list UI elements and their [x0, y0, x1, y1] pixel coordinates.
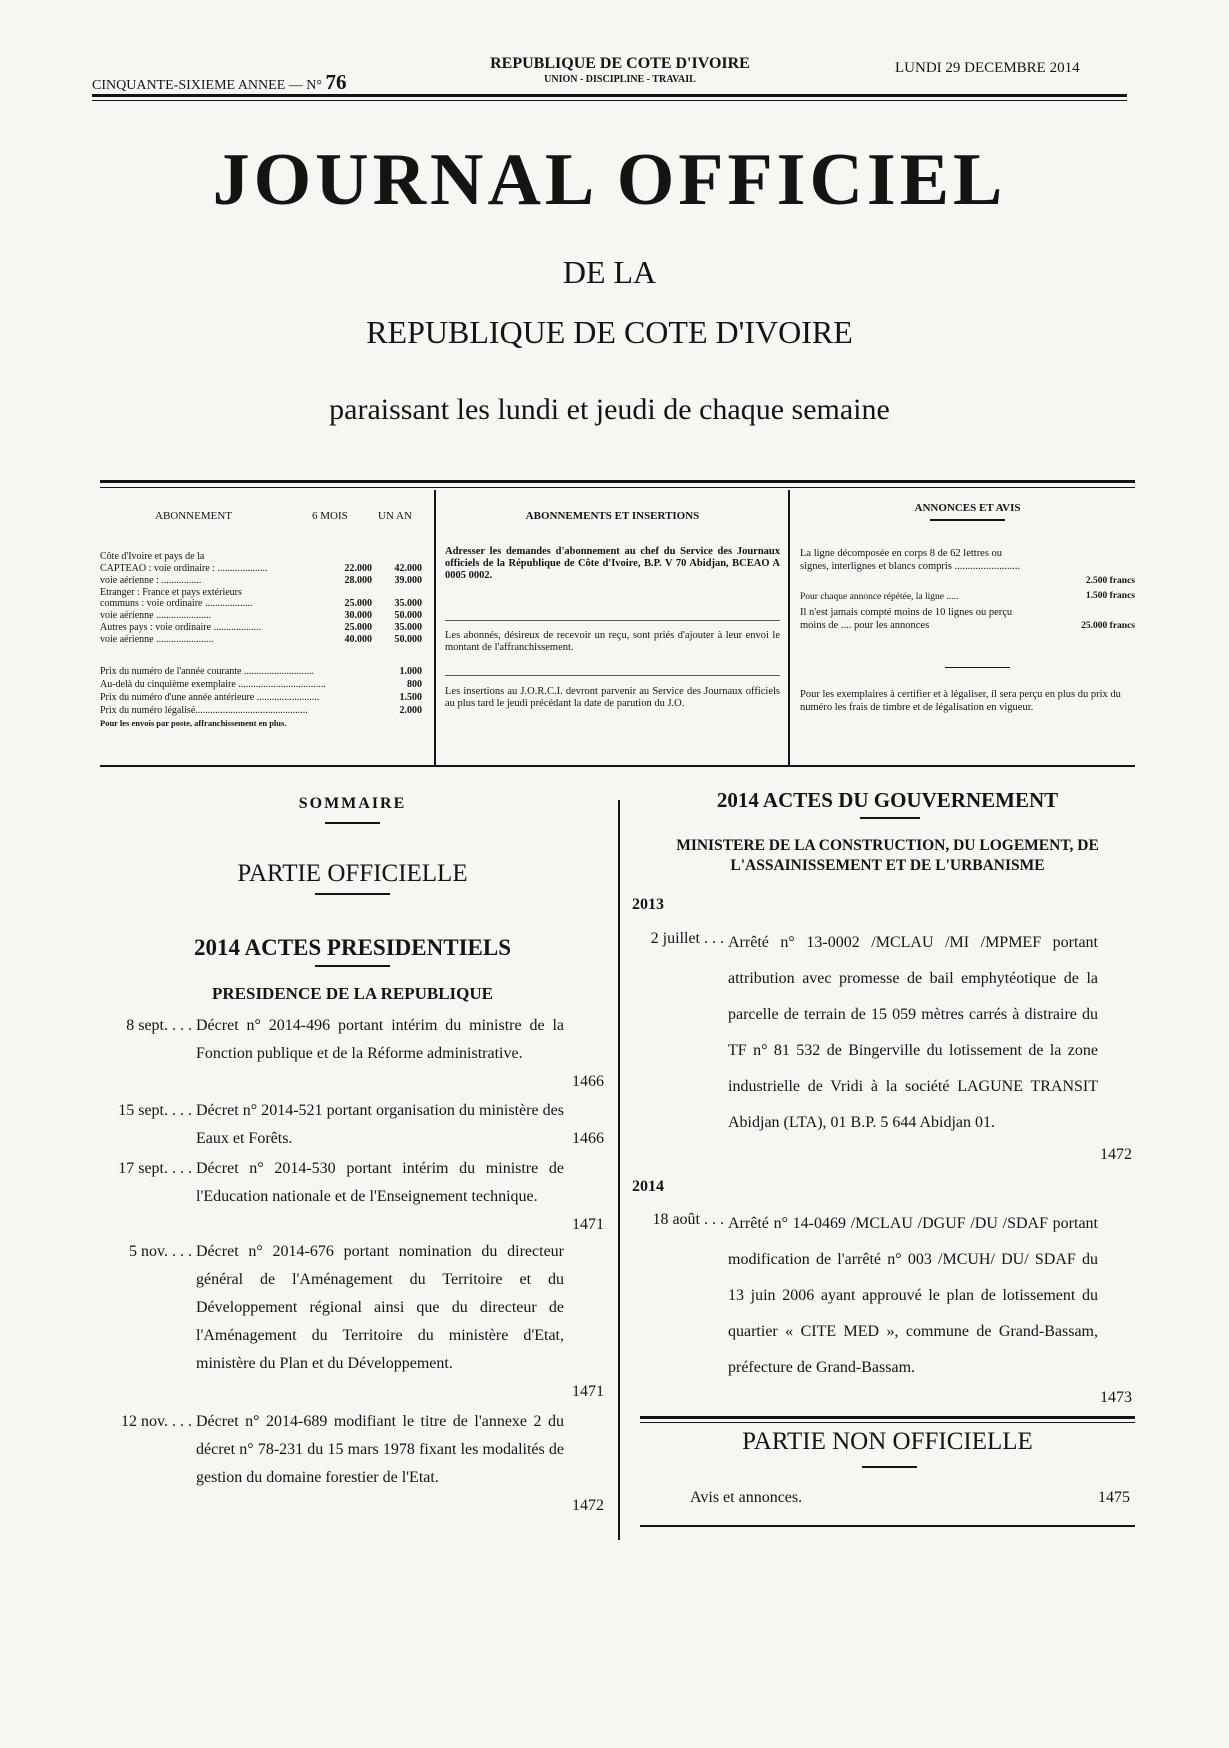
- entry-text: Décret n° 2014-676 portant nomination du directeur général de l'Aménagement du Territoire et du Développement régional ainsi que du directeur de l'Aménagement du Territoire du ministère d'Etat, ministère du Plan et du Développement.: [196, 1243, 564, 1372]
- presidence-heading: PRESIDENCE DE LA REPUBLIQUE: [211, 984, 494, 1003]
- price-label: Prix du numéro légalisé.............................................: [100, 705, 308, 716]
- price-row: [100, 705, 430, 717]
- insertions-sep-1: [445, 620, 780, 621]
- price-6mois: 30.000: [344, 610, 372, 621]
- entry-page: 1472: [572, 1497, 604, 1514]
- price-label: Côte d'Ivoire et pays de la: [100, 551, 205, 562]
- entry-page: 1466: [572, 1130, 604, 1147]
- republic-header: [470, 55, 770, 85]
- non-officielle-rule: [640, 1416, 1135, 1419]
- subtitle-de-la: DE LA: [562, 254, 657, 290]
- subscription-heading: ABONNEMENT: [155, 510, 232, 522]
- entry-date: 15 sept. . . .: [118, 1102, 192, 1119]
- entry-page: 1471: [572, 1216, 604, 1233]
- price-unan: 800: [407, 679, 422, 690]
- annonces-line-1: La ligne décomposée en corps 8 de 62 lettres ou signes, interlignes et blancs compris .........................: [800, 548, 1021, 572]
- avis-page: 1475: [1098, 1489, 1130, 1506]
- journal-title: JOURNAL OFFICIEL: [212, 139, 1007, 221]
- year-label: CINQUANTE-SIXIEME ANNEE — N°: [92, 78, 322, 93]
- gouvernement-rule: [860, 817, 920, 819]
- price-label: Pour les envois par poste, affranchissement en plus.: [100, 718, 287, 728]
- sommaire-heading: SOMMAIRE: [298, 795, 407, 812]
- year-issue: [92, 70, 346, 95]
- subtitle-republic: REPUBLIQUE DE COTE D'IVOIRE: [366, 314, 853, 350]
- insertions-p3: Les insertions au J.O.R.C.I. devront parvenir au Service des Journaux officiels au plus tard le jeudi précédant la date de parution du J.O.: [445, 686, 780, 709]
- price-unan: 50.000: [394, 610, 422, 621]
- price-unan: 35.000: [394, 598, 422, 609]
- ministere-heading: MINISTERE DE LA CONSTRUCTION, DU LOGEMENT, DE L'ASSAINISSEMENT ET DE L'URBANISME: [676, 837, 1099, 874]
- issue-number: 76: [325, 70, 347, 94]
- entry-date: 17 sept. . . .: [118, 1160, 192, 1177]
- year-2014: 2014: [632, 1178, 664, 1195]
- price-row: [100, 718, 430, 730]
- annonces-amount-1: 2.500 francs: [1085, 576, 1135, 586]
- price-row: [100, 563, 430, 575]
- sommaire-rule: [325, 822, 380, 824]
- annonces-line-4: Pour les exemplaires à certifier et à légaliser, il sera perçu en plus du prix du numéro les frais de timbre et de légalisation en vigueur.: [800, 689, 1121, 713]
- price-unan: 1.500: [399, 692, 422, 703]
- entry-date: 5 nov. . . .: [129, 1243, 192, 1260]
- price-label: voie aérienne : ................: [100, 575, 202, 586]
- price-row: [100, 679, 430, 691]
- republic-name: REPUBLIQUE DE COTE D'IVOIRE: [490, 55, 750, 72]
- col-6mois: 6 MOIS: [312, 510, 348, 522]
- entry-date: 8 sept. . . .: [126, 1017, 192, 1034]
- entry-page: 1466: [572, 1073, 604, 1090]
- insertions-p1: Adresser les demandes d'abonnement au chef du Service des Journaux officiels de la République de Côte d'Ivoire, B.P. V 70 Abidjan, BCEAO A 0005 0002.: [445, 546, 780, 581]
- annonces-amount-2: 1.500 francs: [1085, 591, 1135, 601]
- entry-page: 1473: [1100, 1389, 1132, 1406]
- entry-page: 1471: [572, 1383, 604, 1400]
- price-row: [100, 610, 430, 622]
- price-row: [100, 575, 430, 587]
- price-label: Etranger : France et pays extérieurs: [100, 587, 242, 598]
- price-unan: 2.000: [399, 705, 422, 716]
- price-label: Prix du numéro de l'année courante ............................: [100, 666, 314, 677]
- price-row: [100, 666, 430, 678]
- annonces-line-2: Pour chaque annonce répétée, la ligne .....: [800, 592, 959, 602]
- entry-text: Arrêté n° 13-0002 /MCLAU /MI /MPMEF portant attribution avec promesse de bail emphytéotique de la parcelle de terrain de 15 059 mètres carrés à distraire du TF n° 81 532 de Bingerville du lotissement de la zone industrielle de Vridi à la société LAGUNE TRANSIT Abidjan (LTA), 01 B.P. 5 644 Abidjan 01.: [728, 934, 1098, 1131]
- annonces-amount-3: 25.000 francs: [1081, 621, 1135, 631]
- price-unan: 35.000: [394, 622, 422, 633]
- price-label: Au-delà du cinquième exemplaire ...................................: [100, 679, 326, 690]
- insertions-heading: ABONNEMENTS ET INSERTIONS: [525, 510, 700, 522]
- entry-text: Arrêté n° 14-0469 /MCLAU /DGUF /DU /SDAF portant modification de l'arrêté n° 003 /MCUH/ DU/ SDAF du 13 juin 2006 ayant approuvé le plan de lotissement du quartier « CITE MED », commune de Grand-Bassam, préfecture de Grand-Bassam.: [728, 1215, 1098, 1376]
- subscription-header: [100, 510, 430, 524]
- entry-date: 12 nov. . . .: [121, 1413, 192, 1430]
- header-rule: [92, 94, 1127, 97]
- box-rule-top: [100, 480, 1135, 483]
- box-rule-bottom: [100, 765, 1135, 767]
- price-label: Prix du numéro d'une année antérieure .........................: [100, 692, 320, 703]
- col-unan: UN AN: [378, 510, 412, 522]
- actes-rule: [315, 965, 390, 967]
- price-label: communs : voie ordinaire ...................: [100, 598, 253, 609]
- issue-date: LUNDI 29 DECEMBRE 2014: [895, 60, 1080, 76]
- price-row: [100, 634, 430, 646]
- price-6mois: 40.000: [344, 634, 372, 645]
- partie-non-officielle: PARTIE NON OFFICIELLE: [742, 1428, 1033, 1455]
- price-row: [100, 692, 430, 704]
- partie-rule: [315, 893, 390, 895]
- price-unan: 39.000: [394, 575, 422, 586]
- entry-text: Décret n° 2014-530 portant intérim du ministre de l'Education nationale et de l'Enseignement technique.: [196, 1160, 564, 1205]
- actes-gouvernement: 2014 ACTES DU GOUVERNEMENT: [716, 788, 1059, 812]
- annonces-heading-rule: [930, 519, 1005, 521]
- box-divider-2: [788, 490, 790, 765]
- box-divider-1: [434, 490, 436, 765]
- header-rule-thin: [92, 100, 1127, 101]
- non-officielle-rule-bottom: [640, 1525, 1135, 1527]
- entry-date: 18 août . . .: [652, 1211, 724, 1228]
- price-6mois: 28.000: [344, 575, 372, 586]
- price-6mois: 22.000: [344, 563, 372, 574]
- price-unan: 50.000: [394, 634, 422, 645]
- price-unan: 1.000: [399, 666, 422, 677]
- avis-text: Avis et annonces.: [690, 1489, 803, 1506]
- price-label: Autres pays : voie ordinaire ...................: [100, 622, 262, 633]
- non-officielle-rule-thin: [640, 1422, 1135, 1423]
- entry-text: Décret n° 2014-496 portant intérim du ministre de la Fonction publique et de la Réforme administrative.: [196, 1017, 564, 1062]
- non-officielle-short-rule: [862, 1466, 917, 1468]
- partie-officielle: PARTIE OFFICIELLE: [237, 860, 468, 887]
- column-divider: [618, 800, 620, 1540]
- year-2013: 2013: [632, 896, 664, 913]
- entry-text: Décret n° 2014-689 modifiant le titre de l'annexe 2 du décret n° 78-231 du 15 mars 1978 fixant les modalités de gestion du domaine forestier de l'Etat.: [196, 1413, 564, 1486]
- price-row: [100, 622, 430, 634]
- annonces-heading: ANNONCES ET AVIS: [914, 502, 1021, 514]
- entry-text: Décret n° 2014-521 portant organisation du ministère des Eaux et Forêts.: [196, 1102, 564, 1147]
- price-unan: 42.000: [394, 563, 422, 574]
- tagline: paraissant les lundi et jeudi de chaque semaine: [329, 393, 890, 426]
- actes-presidentiels: 2014 ACTES PRESIDENTIELS: [194, 935, 511, 960]
- price-label: voie aérienne .......................: [100, 634, 214, 645]
- insertions-sep-2: [445, 675, 780, 676]
- price-row: [100, 551, 430, 563]
- price-label: CAPTEAO : voie ordinaire : ....................: [100, 563, 268, 574]
- price-label: voie aérienne ......................: [100, 610, 212, 621]
- price-row: [100, 598, 430, 610]
- annonces-rule: [945, 667, 1010, 668]
- insertions-p2: Les abonnés, désireux de recevoir un reçu, sont priés d'ajouter à leur envoi le montant de l'affranchissement.: [445, 630, 780, 653]
- entry-page: 1472: [1100, 1146, 1132, 1163]
- box-rule-top-thin: [100, 487, 1135, 488]
- motto: UNION - DISCIPLINE - TRAVAIL: [544, 74, 696, 85]
- entry-date: 2 juillet . . .: [650, 930, 724, 947]
- price-6mois: 25.000: [344, 622, 372, 633]
- annonces-line-3: Il n'est jamais compté moins de 10 lignes ou perçu moins de .... pour les annonces: [800, 607, 1013, 631]
- price-6mois: 25.000: [344, 598, 372, 609]
